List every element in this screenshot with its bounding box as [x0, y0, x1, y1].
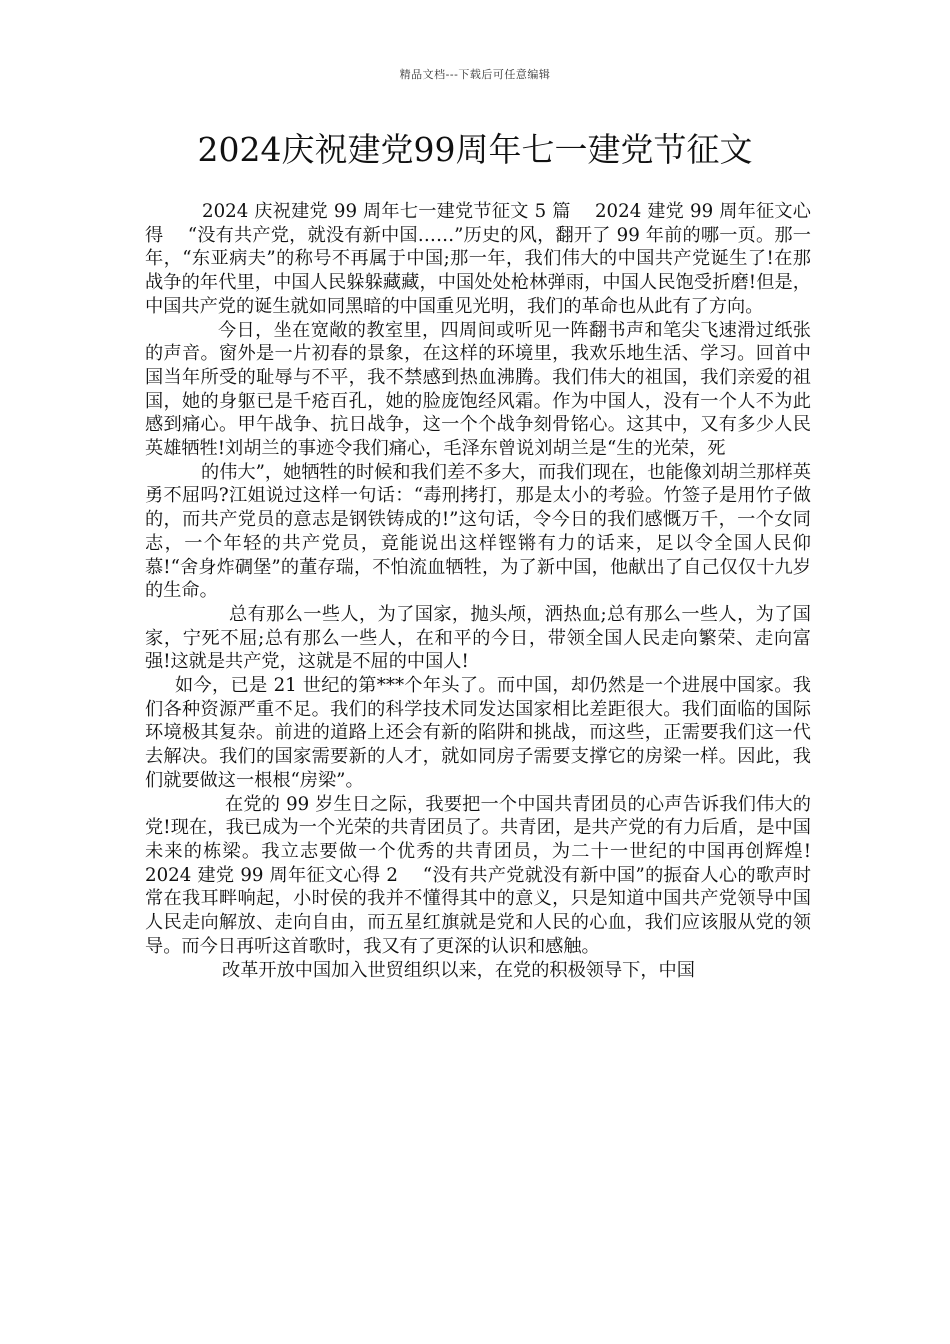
paragraph-6: 在党的 99 岁生日之际，我要把一个中国共青团员的心声告诉我们伟大的党!现在，我已成为一个光荣的共青团员了。共青团，是共产党的有力后盾，是中国未来的栋梁。我立志要做一个优秀的共青团员，为二十一世纪的中国再创辉煌! 2024 建党 99 周年征文心得 2 “没有共产党就没有新中国”的振奋人心的歌声时常在我耳畔响起，小时侯的我并不懂得其中的意义，只是知道中国共产党领导中国人民走向解放、走向自由，而五星红旗就是党和人民的心血，我们应该服从党的领导。而今日再听这首歌时，我又有了更深的认识和感触。	[145, 793, 835, 957]
paragraph-4: 总有那么一些人，为了国家，抛头颅，洒热血;总有那么一些人，为了国家，宁死不屈;总有那么一些人，在和平的今日，带领全国人民走向繁荣、走向富强!这就是共产党，这就是不屈的中国人!	[145, 603, 811, 673]
paragraph-1: 2024 庆祝建党 99 周年七一建党节征文 5 篇 2024 建党 99 周年征文心得 “没有共产党，就没有新中国……”历史的风，翻开了 99 年前的哪一页。那一年，“东亚病夫”的称号不再属于中国;那一年，我们伟大的中国共产党诞生了!在那战争的年代里，中国人民躲躲藏藏，中国处处枪林弹雨，中国人民饱受折磨!但是，中国共产党的诞生就如同黑暗的中国重见光明，我们的革命也从此有了方向。	[145, 201, 811, 317]
paragraph-7: 改革开放中国加入世贸组织以来，在党的积极领导下，中国	[222, 959, 695, 981]
paragraph-5: 如今，已是 21 世纪的第***个年头了。而中国，却仍然是一个进展中国家。我们各种资源严重不足。我们的科学技术同发达国家相比差距很大。我们面临的国际环境极其复杂。前进的道路上还会有新的陷阱和挑战，而这些，正需要我们这一代去解决。我们的国家需要新的人才，就如同房子需要支撑它的房梁一样。因此，我们就要做这一根根“房梁”。	[145, 675, 811, 791]
header-note: 精品文档---下载后可任意编辑	[399, 68, 551, 81]
paragraph-3: 的伟大”，她牺牲的时候和我们差不多大，而我们现在，也能像刘胡兰那样英勇不屈吗?江姐说过这样一句话：“毒刑拷打，那是太小的考验。竹签子是用竹子做的，而共产党员的意志是钢铁铸成的!”这句话，令今日的我们感慨万千，一个女同志，一个年轻的共产党员，竟能说出这样铿锵有力的话来，足以令全国人民仰慕!“舍身炸碉堡”的董存瑞，不怕流血牺牲，为了新中国，他献出了自己仅仅十九岁的生命。	[145, 461, 811, 602]
document-body	[145, 200, 835, 982]
document-title: 2024庆祝建党99周年七一建党节征文	[197, 130, 753, 169]
paragraph-2: 今日，坐在宽敞的教室里，四周间或听见一阵翻书声和笔尖飞速滑过纸张的声音。窗外是一片初春的景象，在这样的环境里，我欢乐地生活、学习。回首中国当年所受的耻辱与不平，我不禁感到热血沸腾。我们伟大的祖国，我们亲爱的祖国，她的身躯已是千疮百孔，她的脸庞饱经风霜。作为中国人，没有一个人不为此感到痛心。甲午战争、抗日战争，这一个个战争刻骨铭心。这其中，又有多少人民英雄牺牲!刘胡兰的事迹令我们痛心，毛泽东曾说刘胡兰是“生的光荣，死	[145, 319, 811, 460]
